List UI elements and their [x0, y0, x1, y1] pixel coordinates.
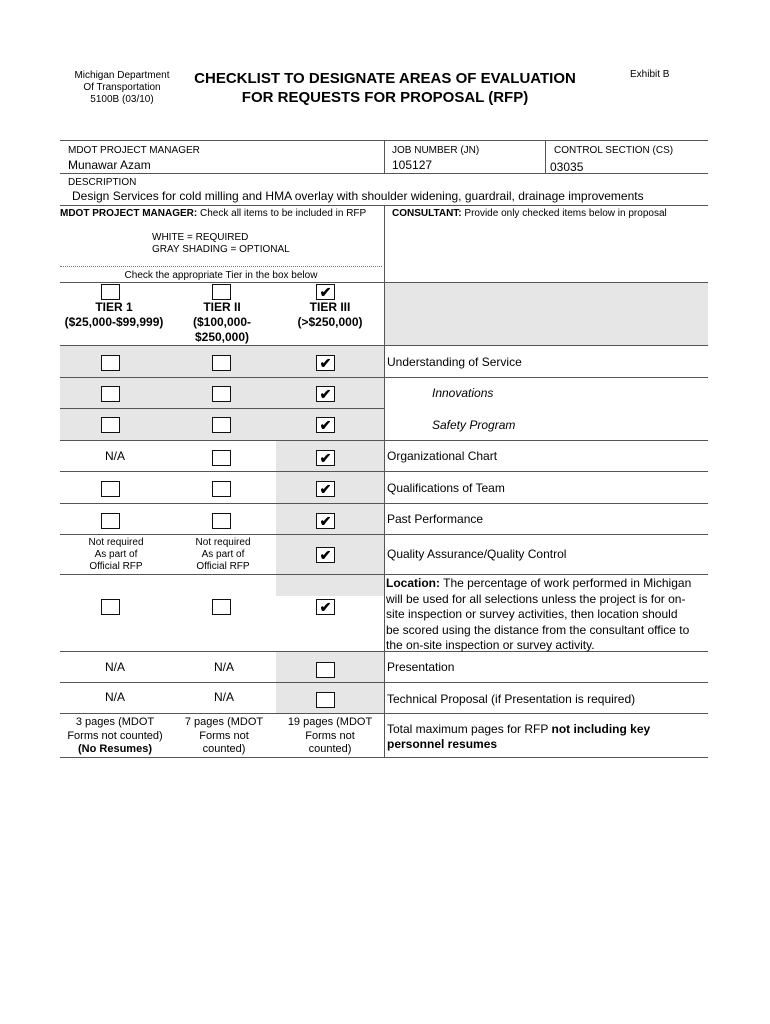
tier2-checkbox[interactable] [212, 284, 231, 300]
dept-line1: Michigan Department [74, 70, 170, 81]
description-field[interactable]: Design Services for cold milling and HMA overlay with shoulder widening, guardrail, drainage improvements [72, 189, 644, 203]
innovations-label: Innovations [432, 386, 494, 400]
org-chart-t3-checkbox[interactable]: ✔ [316, 450, 335, 466]
location-t1-checkbox[interactable] [101, 599, 120, 615]
safety-t3-checkbox[interactable]: ✔ [316, 417, 335, 433]
exhibit-label: Exhibit B [630, 69, 670, 80]
page-title [180, 69, 590, 107]
understanding-t2-checkbox[interactable] [212, 355, 231, 371]
pages-tier1: 3 pages (MDOT Forms not counted) (No Resumes) [67, 716, 163, 755]
pm-instruction: MDOT PROJECT MANAGER: Check all items to be included in RFP [60, 208, 367, 219]
pages-tier3: 19 pages (MDOT Forms not counted) [287, 716, 373, 755]
location-t3-checkbox[interactable]: ✔ [316, 599, 335, 615]
presentation-t1-na: N/A [104, 660, 125, 674]
org-chart-label: Organizational Chart [387, 449, 498, 463]
technical-t3-checkbox[interactable] [316, 692, 335, 708]
safety-t1-checkbox[interactable] [101, 417, 120, 433]
tier2-label: TIER II ($100,000- $250,000) [192, 300, 252, 344]
qualifications-t1-checkbox[interactable] [101, 481, 120, 497]
innovations-t1-checkbox[interactable] [101, 386, 120, 402]
qualifications-label: Qualifications of Team [387, 481, 505, 495]
tier3-label: TIER III (>$250,000) [297, 300, 363, 329]
jn-label: JOB NUMBER (JN) [392, 145, 480, 156]
qaqc-label: Quality Assurance/Quality Control [387, 547, 567, 561]
qualifications-t2-checkbox[interactable] [212, 481, 231, 497]
org-chart-t2-checkbox[interactable] [212, 450, 231, 466]
tier3-checkbox[interactable]: ✔ [316, 284, 335, 300]
location-text: Location: The percentage of work performed in Michigan will be used for all selections unless the project is for on- site inspection or survey activities, then location should be scored using the distance from the consultant office to the on-site inspection or survey activity. [386, 576, 692, 652]
tier1-label: TIER 1 ($25,000-$99,999) [64, 300, 164, 329]
tier-prompt: Check the appropriate Tier in the box below [124, 270, 318, 281]
cs-field[interactable]: 03035 [550, 160, 584, 174]
understanding-t3-checkbox[interactable]: ✔ [316, 355, 335, 371]
safety-label: Safety Program [432, 418, 516, 432]
understanding-label: Understanding of Service [387, 355, 522, 369]
description-label: DESCRIPTION [68, 177, 137, 188]
pages-tier2: 7 pages (MDOT Forms not counted) [184, 716, 264, 755]
past-performance-t1-checkbox[interactable] [101, 513, 120, 529]
pm-field[interactable]: Munawar Azam [68, 158, 151, 172]
technical-label: Technical Proposal (if Presentation is required) [387, 692, 636, 706]
jn-field[interactable]: 105127 [392, 158, 433, 172]
qaqc-t1-note: Not required As part of Official RFP [88, 537, 144, 572]
tier1-checkbox[interactable] [101, 284, 120, 300]
total-pages-label: Total maximum pages for RFP not including key personnel resumes [387, 722, 651, 751]
shading-legend: WHITE = REQUIRED GRAY SHADING = OPTIONAL [152, 232, 290, 255]
presentation-label: Presentation [387, 660, 455, 674]
technical-t1-na: N/A [104, 690, 125, 704]
org-chart-t1-na: N/A [104, 449, 125, 463]
dept-line2: Of Transportation [83, 82, 161, 93]
cs-label: CONTROL SECTION (CS) [554, 145, 674, 156]
qualifications-t3-checkbox[interactable]: ✔ [316, 481, 335, 497]
department-header [58, 70, 186, 106]
past-performance-t2-checkbox[interactable] [212, 513, 231, 529]
qaqc-t3-checkbox[interactable]: ✔ [316, 547, 335, 563]
safety-t2-checkbox[interactable] [212, 417, 231, 433]
form-number: 5100B (03/10) [90, 94, 154, 105]
location-t2-checkbox[interactable] [212, 599, 231, 615]
innovations-t2-checkbox[interactable] [212, 386, 231, 402]
understanding-t1-checkbox[interactable] [101, 355, 120, 371]
title-line1: CHECKLIST TO DESIGNATE AREAS OF EVALUATION [194, 70, 576, 87]
presentation-t3-checkbox[interactable] [316, 662, 335, 678]
presentation-t2-na: N/A [213, 660, 234, 674]
innovations-t3-checkbox[interactable]: ✔ [316, 386, 335, 402]
past-performance-t3-checkbox[interactable]: ✔ [316, 513, 335, 529]
past-performance-label: Past Performance [387, 512, 484, 526]
consultant-instruction: CONSULTANT: Provide only checked items below in proposal [392, 208, 667, 219]
technical-t2-na: N/A [213, 690, 234, 704]
title-line2: FOR REQUESTS FOR PROPOSAL (RFP) [241, 89, 529, 106]
pm-label: MDOT PROJECT MANAGER [68, 145, 200, 156]
qaqc-t2-note: Not required As part of Official RFP [195, 537, 251, 572]
